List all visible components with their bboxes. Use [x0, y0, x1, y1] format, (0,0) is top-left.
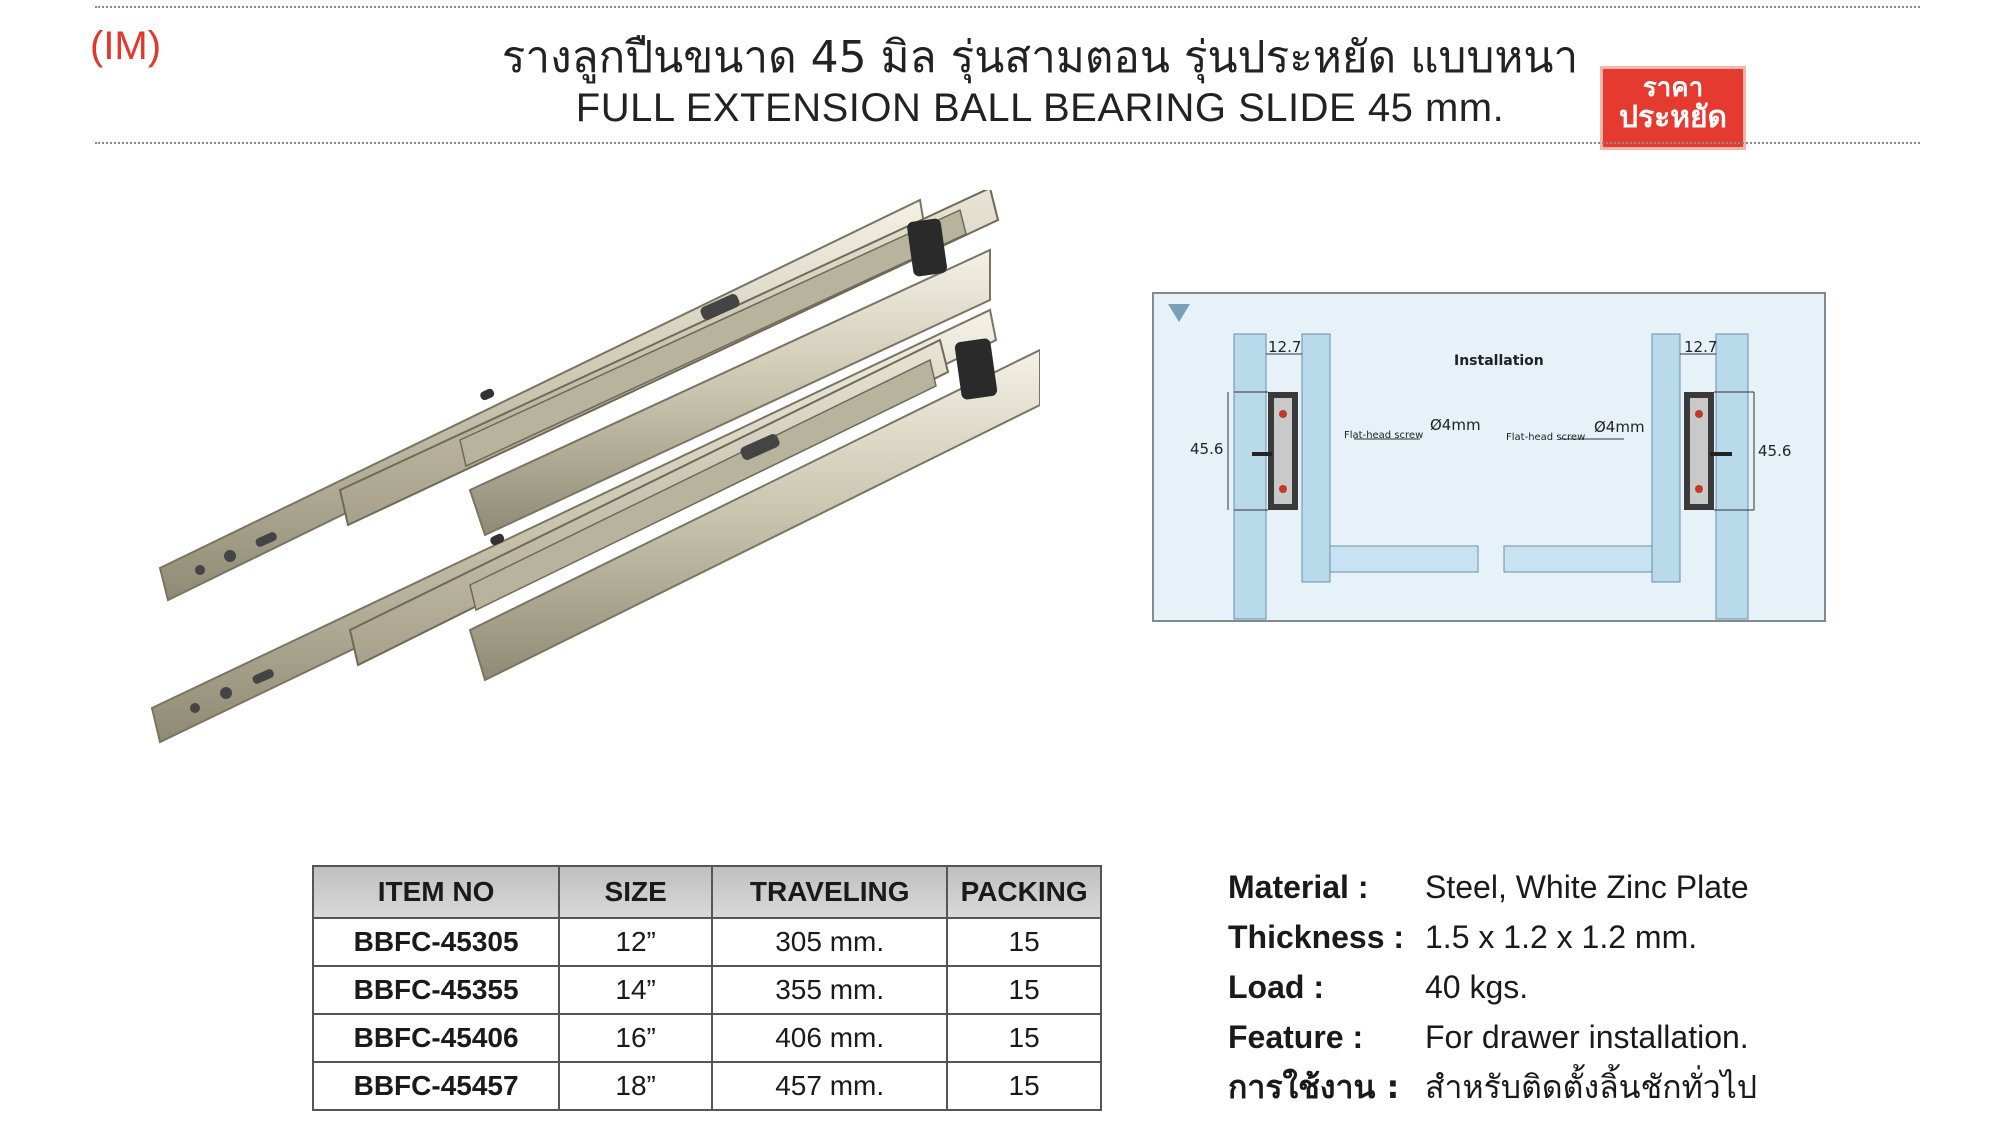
table-row — [313, 918, 1101, 966]
spec-thickness — [1228, 912, 1958, 962]
spec-value: 1.5 x 1.2 x 1.2 mm. — [1425, 918, 1698, 955]
traveling-cell: 457 mm. — [712, 1062, 947, 1110]
size-cell: 18” — [559, 1062, 712, 1110]
dim-height-left: 45.6 — [1190, 440, 1224, 458]
size-cell: 14” — [559, 966, 712, 1014]
spec-label: Load : — [1228, 968, 1324, 1005]
dim-top-right: 12.7 — [1684, 338, 1718, 356]
spec-list — [1228, 862, 1958, 1112]
spec-value: For drawer installation. — [1425, 1018, 1749, 1055]
title-english: FULL EXTENSION BALL BEARING SLIDE 45 mm. — [575, 86, 1505, 130]
screw-diameter-left: Ø4mm — [1430, 416, 1481, 434]
packing-cell: 15 — [947, 966, 1101, 1014]
col-item-no: ITEM NO — [313, 866, 559, 918]
packing-cell: 15 — [947, 918, 1101, 966]
traveling-cell: 406 mm. — [712, 1014, 947, 1062]
item-no-cell: BBFC-45355 — [313, 966, 559, 1014]
installation-diagram — [1152, 292, 1826, 622]
badge-line1: ราคา — [1642, 73, 1704, 103]
size-cell: 16” — [559, 1014, 712, 1062]
title-thai: รางลูกปืนขนาด 45 มิล รุ่นสามตอน รุ่นประหยัด แบบหนา — [501, 32, 1579, 83]
spec-label: Material : — [1228, 868, 1369, 905]
screw-label-right: Flat-head screw — [1506, 432, 1586, 443]
traveling-cell: 355 mm. — [712, 966, 947, 1014]
economy-price-badge — [1600, 66, 1746, 150]
size-cell: 12” — [559, 918, 712, 966]
product-table — [312, 865, 1102, 1111]
spec-material — [1228, 862, 1958, 912]
table-row — [313, 966, 1101, 1014]
dim-top-left: 12.7 — [1268, 338, 1302, 356]
top-divider — [95, 6, 1920, 8]
spec-load — [1228, 962, 1958, 1012]
packing-cell: 15 — [947, 1014, 1101, 1062]
traveling-cell: 305 mm. — [712, 918, 947, 966]
item-no-cell: BBFC-45305 — [313, 918, 559, 966]
spec-label: Thickness : — [1228, 918, 1405, 955]
col-traveling: TRAVELING — [712, 866, 947, 918]
item-no-cell: BBFC-45457 — [313, 1062, 559, 1110]
header-divider — [95, 142, 1920, 144]
spec-value: Steel, White Zinc Plate — [1425, 868, 1749, 905]
spec-value: สำหรับติดตั้งลิ้นชักทั่วไป — [1425, 1067, 1758, 1106]
spec-value: 40 kgs. — [1425, 968, 1529, 1005]
diagram-title: Installation — [1454, 353, 1544, 369]
item-no-cell: BBFC-45406 — [313, 1014, 559, 1062]
catalog-code: (IM) — [90, 24, 162, 68]
table-row — [313, 1062, 1101, 1110]
col-size: SIZE — [559, 866, 712, 918]
packing-cell: 15 — [947, 1062, 1101, 1110]
badge-line2: ประหยัด — [1618, 100, 1728, 136]
spec-feature — [1228, 1012, 1958, 1062]
spec-usage — [1228, 1062, 1958, 1112]
spec-label: การใช้งาน : — [1228, 1067, 1400, 1106]
table-row — [313, 1014, 1101, 1062]
screw-label-left: Flat-head screw — [1344, 430, 1424, 441]
corner-triangle-icon — [1168, 304, 1190, 322]
spec-label: Feature : — [1228, 1018, 1364, 1055]
product-photo-slides — [140, 190, 1040, 820]
screw-diameter-right: Ø4mm — [1594, 418, 1645, 436]
table-header-row — [313, 866, 1101, 918]
dim-height-right: 45.6 — [1758, 442, 1792, 460]
col-packing: PACKING — [947, 866, 1101, 918]
